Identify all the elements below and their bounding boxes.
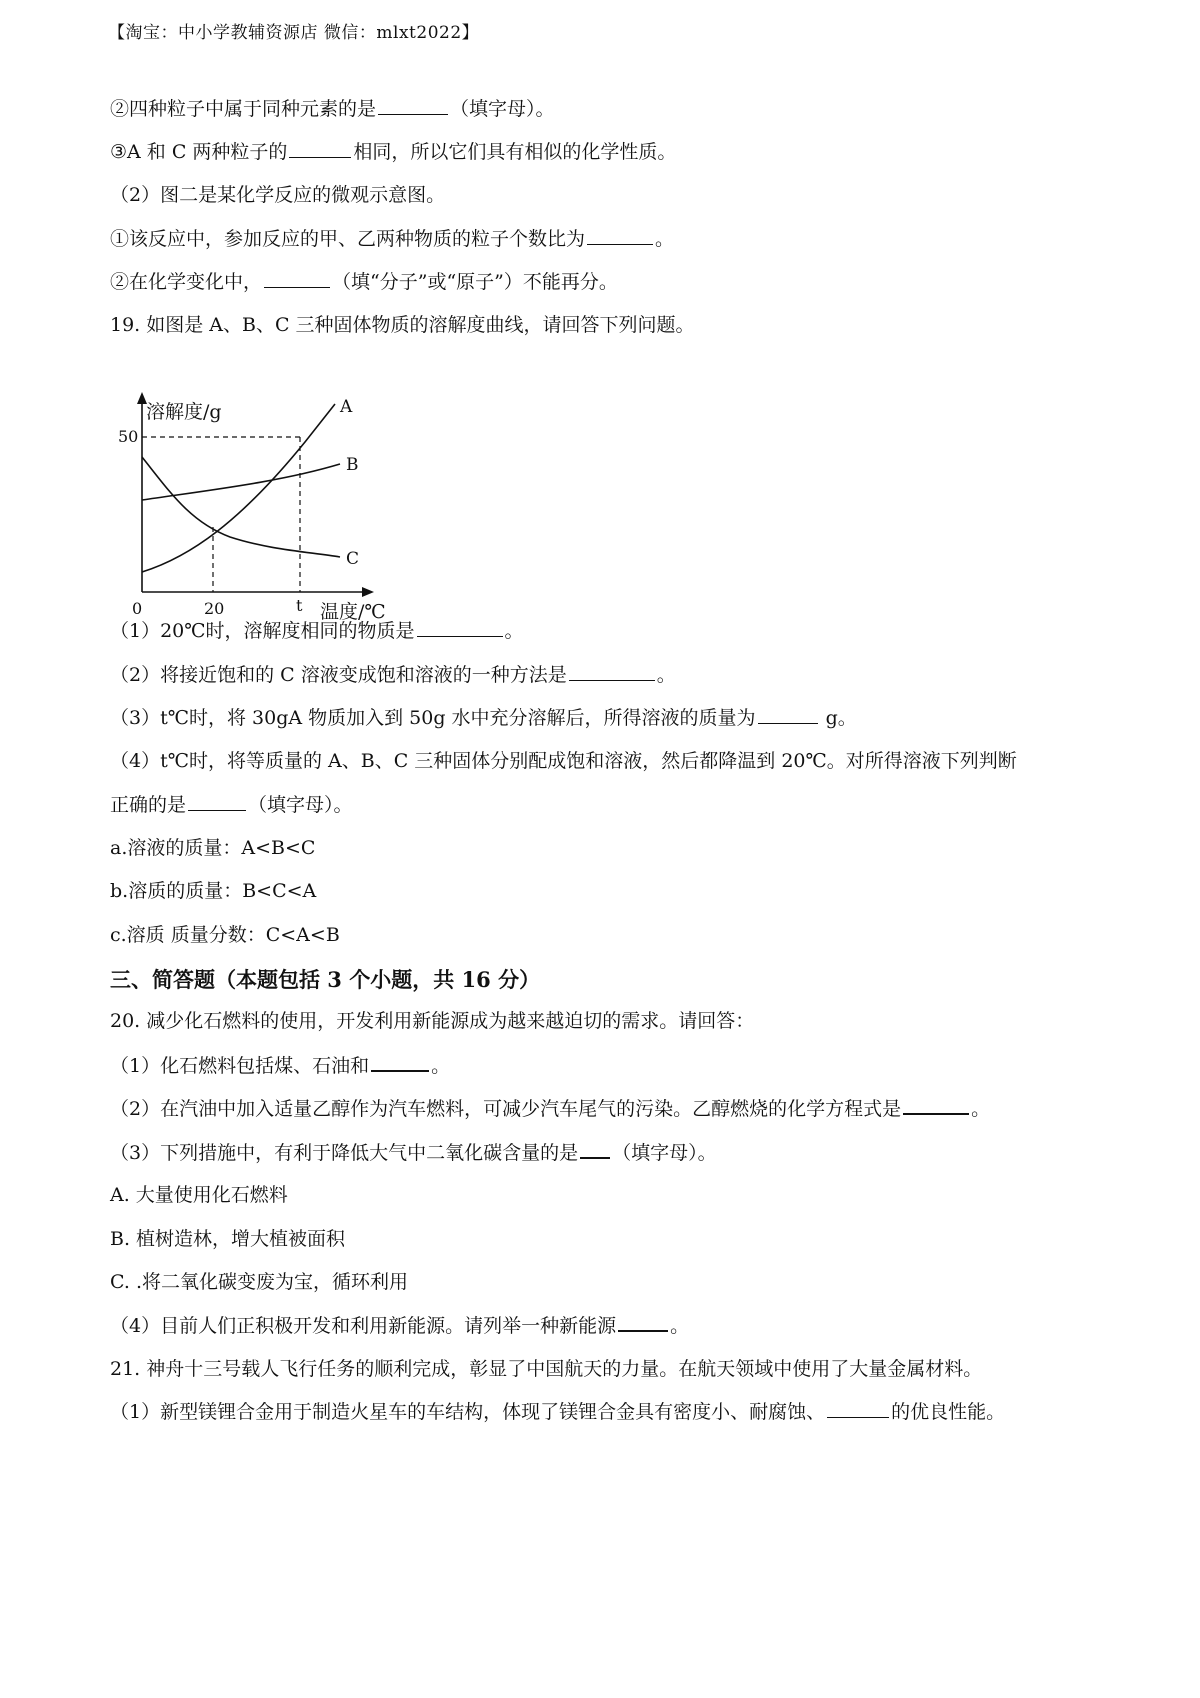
- option-a: A. 大量使用化石燃料: [110, 1184, 288, 1206]
- question-text: （填“分子”或“原子”）不能再分。: [332, 271, 618, 293]
- answer-blank[interactable]: [371, 1052, 429, 1072]
- solubility-chart: [118, 392, 430, 648]
- question-text: 。: [670, 1315, 690, 1337]
- question-line: [110, 1312, 689, 1339]
- answer-blank[interactable]: [188, 792, 246, 811]
- option-b: B. 植树造林，增大植被面积: [110, 1228, 346, 1250]
- x-tick-20: 20: [204, 599, 225, 618]
- question-21-stem: 21. 神舟十三号载人飞行任务的顺利完成，彰显了中国航天的力量。在航天领域中使用了大量金属材料。: [110, 1358, 983, 1380]
- question-line: [110, 1399, 1005, 1425]
- page-header: 【淘宝：中小学教辅资源店 微信：mlxt2022】: [108, 23, 480, 43]
- question-text: （3）t℃时，将 30gA 物质加入到 50g 水中充分溶解后，所得溶液的质量为: [110, 707, 756, 729]
- question-text: （3）下列措施中，有利于降低大气中二氧化碳含量的是: [110, 1142, 579, 1164]
- question-text: （1）20℃时，溶解度相同的物质是: [110, 620, 415, 642]
- question-text: （2）在汽油中加入适量乙醇作为汽车燃料，可减少汽车尾气的污染。乙醇燃烧的化学方程式是: [110, 1098, 902, 1120]
- answer-blank[interactable]: [289, 139, 351, 158]
- question-text: （2）将接近饱和的 C 溶液变成饱和溶液的一种方法是: [110, 664, 567, 686]
- question-text: 。: [431, 1055, 451, 1077]
- question-line: [110, 226, 674, 252]
- answer-blank[interactable]: [580, 1139, 610, 1159]
- question-text: （填字母）。: [248, 794, 353, 816]
- question-line: [110, 618, 524, 644]
- question-text: 正确的是: [110, 794, 187, 816]
- question-text: ②在化学变化中，: [110, 271, 263, 293]
- question-text: 。: [655, 228, 675, 250]
- question-text: ③A 和 C 两种粒子的: [110, 141, 288, 163]
- question-line: [110, 705, 857, 731]
- question-20-stem: 20. 减少化石燃料的使用，开发利用新能源成为越来越迫切的需求。请回答：: [110, 1010, 755, 1032]
- option-c: c.溶质 质量分数：C<A<B: [110, 924, 340, 946]
- x-axis-arrow-icon: [362, 587, 374, 597]
- answer-blank[interactable]: [758, 705, 818, 724]
- question-line: [110, 792, 353, 818]
- answer-blank[interactable]: [587, 226, 653, 245]
- curve-a: [142, 404, 335, 572]
- y-tick-50: 50: [118, 427, 139, 446]
- answer-blank[interactable]: [417, 618, 503, 637]
- x-tick-0: 0: [132, 599, 143, 618]
- question-line: [110, 1052, 450, 1079]
- question-line: [110, 1139, 717, 1166]
- answer-blank[interactable]: [264, 269, 330, 288]
- question-line: （4）t℃时，将等质量的 A、B、C 三种固体分别配成饱和溶液，然后都降温到 20℃。对所得溶液下列判断: [110, 750, 1017, 772]
- question-text: g。: [819, 707, 857, 729]
- question-text: （填字母）。: [450, 98, 555, 120]
- question-text: （1）新型镁锂合金用于制造火星车的车结构，体现了镁锂合金具有密度小、耐腐蚀、: [110, 1401, 826, 1423]
- question-text: （填字母）。: [612, 1142, 717, 1164]
- question-line: [110, 269, 618, 295]
- question-line: [110, 662, 676, 688]
- answer-blank[interactable]: [827, 1399, 889, 1418]
- question-text: 的优良性能。: [891, 1401, 1006, 1423]
- series-label-a: A: [340, 397, 353, 417]
- question-line: [110, 96, 555, 122]
- y-axis-label: 溶解度/g: [146, 401, 222, 423]
- question-text: 。: [971, 1098, 991, 1120]
- question-line: [110, 139, 676, 165]
- section-heading: 三、简答题（本题包括 3 个小题，共 16 分）: [110, 967, 541, 992]
- option-b: b.溶质的质量：B<C<A: [110, 880, 317, 902]
- answer-blank[interactable]: [569, 662, 655, 681]
- question-19-stem: 19. 如图是 A、B、C 三种固体物质的溶解度曲线，请回答下列问题。: [110, 314, 695, 336]
- question-line: （2）图二是某化学反应的微观示意图。: [110, 184, 446, 206]
- series-label-c: C: [346, 549, 360, 569]
- question-text: （1）化石燃料包括煤、石油和: [110, 1055, 370, 1077]
- answer-blank[interactable]: [378, 96, 448, 115]
- x-axis-label: 温度/℃: [320, 601, 386, 623]
- answer-blank[interactable]: [618, 1312, 668, 1332]
- question-text: 相同，所以它们具有相似的化学性质。: [353, 141, 677, 163]
- question-text: 。: [504, 620, 524, 642]
- option-c: C. .将二氧化碳变废为宝，循环利用: [110, 1271, 408, 1293]
- question-text: 。: [656, 664, 676, 686]
- x-tick-t: t: [296, 596, 303, 615]
- option-a: a.溶液的质量：A<B<C: [110, 837, 316, 859]
- question-text: （4）目前人们正积极开发和利用新能源。请列举一种新能源: [110, 1315, 617, 1337]
- question-text: ②四种粒子中属于同种元素的是: [110, 98, 377, 120]
- series-label-b: B: [346, 455, 359, 475]
- question-text: ①该反应中，参加反应的甲、乙两种物质的粒子个数比为: [110, 228, 586, 250]
- question-line: [110, 1095, 990, 1122]
- answer-blank[interactable]: [903, 1095, 969, 1115]
